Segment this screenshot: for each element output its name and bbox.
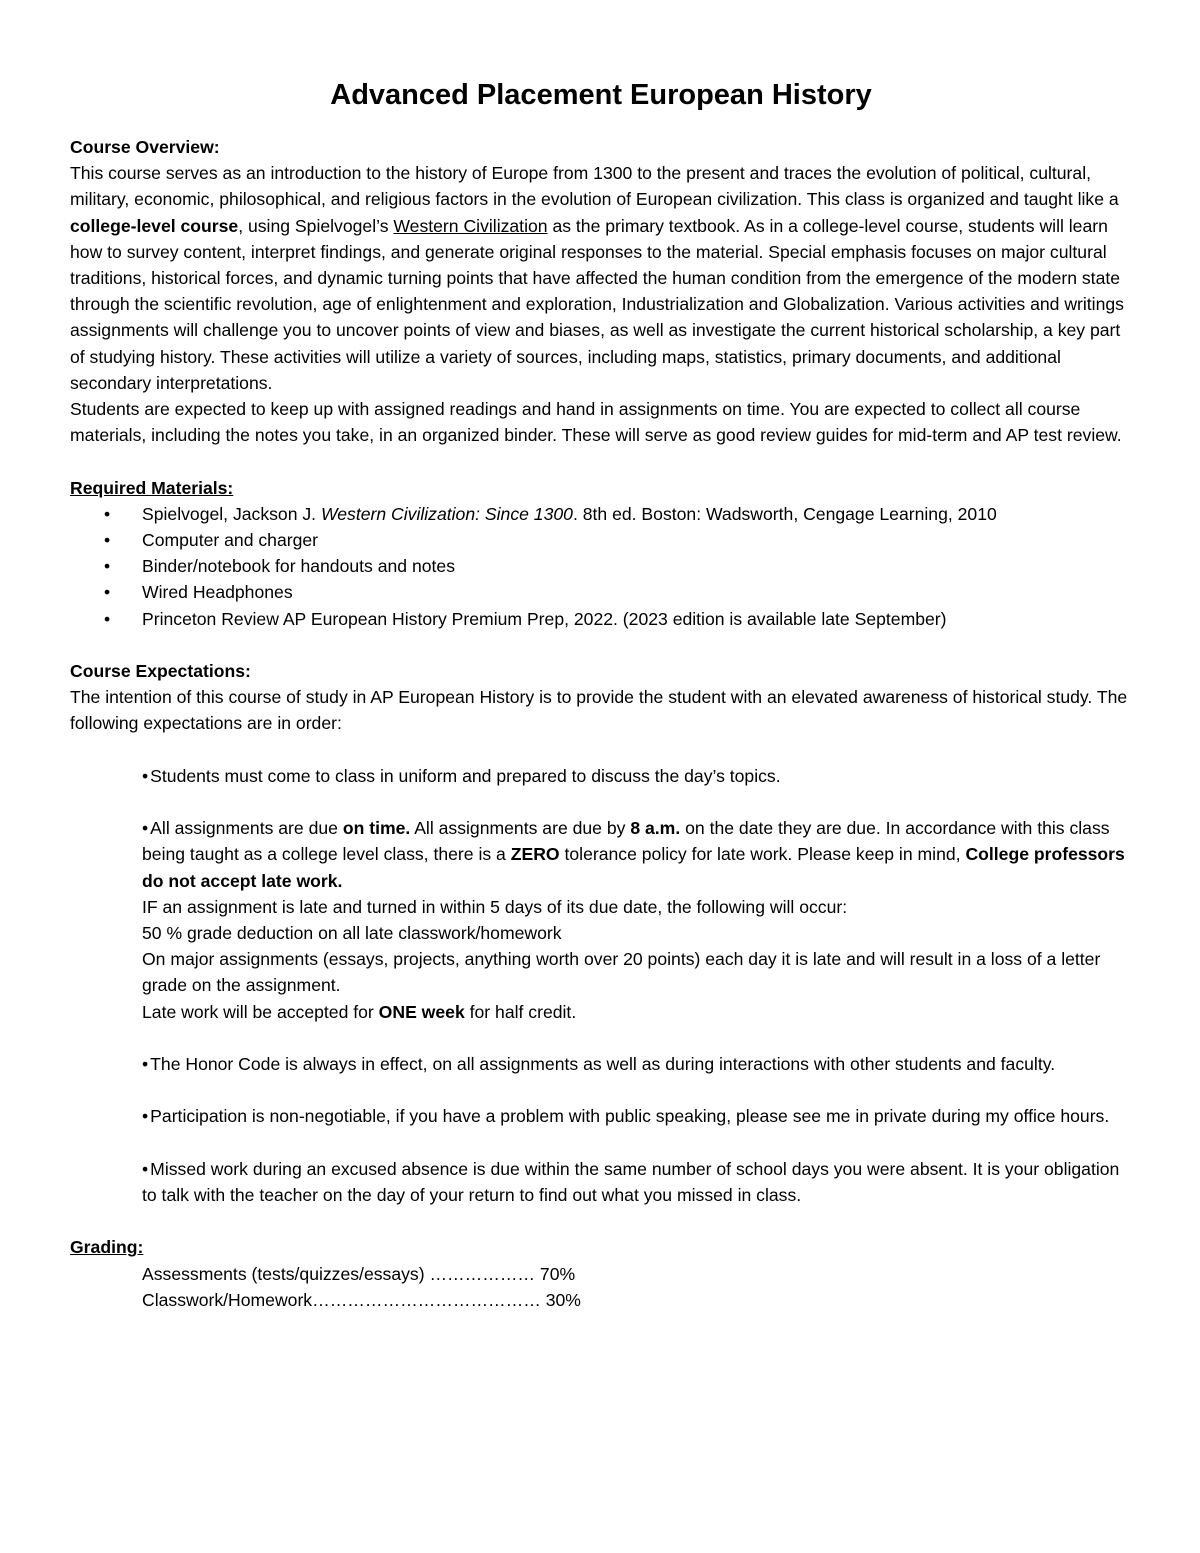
document-page [70, 76, 1132, 1313]
item-text: Binder/notebook for handouts and notes [142, 556, 456, 577]
expectation-item [70, 1051, 1132, 1077]
bullet-icon: • [104, 556, 111, 577]
emphasis-text: on time. [342, 818, 411, 839]
expectations-heading: Course Expectations: [70, 661, 251, 682]
late-rule-line [142, 999, 1132, 1025]
item-text: Wired Headphones [142, 582, 293, 603]
item-text: . 8th ed. Boston: Wadsworth, Cengage Learning, 2010 [572, 503, 997, 524]
expectation-text: All assignments are due [150, 818, 343, 839]
expectation-text: tolerance policy for late work. Please keep in mind, [559, 844, 966, 865]
bullet-icon: • [104, 608, 111, 629]
materials-heading: Required Materials: [70, 477, 234, 498]
overview-text: This course serves as an introduction to the history of Europe from 1300 to the present and traces the evolution of political, cultural, military, economic, philosophical, and religious factors in the evolution of European civilization. This class is organized and taught like a [70, 163, 1119, 210]
list-item [70, 579, 1132, 605]
expectation-text: Late work will be accepted for [142, 1001, 379, 1022]
expectation-item [70, 763, 1132, 789]
textbook-title: Western Civilization [393, 215, 548, 236]
expectation-item [70, 815, 1132, 1025]
overview-text: as the primary textbook. As in a college-level course, students will learn how to survey content, interpret findings, and generate original responses to the material. Special emphasis focuses on major cultural traditions, historical forces, and dynamic turning points that have affected the human condition from the emergence of the modern state through the scientific revolution, age of enlightenment and exploration, Industrialization and Globalization. Various activities and writings assignments will challenge you to uncover points of view and biases, as well as investigate the current historical scholarship, a key part of studying history. These activities will utilize a variety of sources, including maps, statistics, primary documents, and additional secondary interpretations. [70, 215, 1124, 393]
grading-row-assessments: Assessments (tests/quizzes/essays) ……………… 70% [142, 1263, 576, 1284]
item-text: Computer and charger [142, 530, 319, 551]
overview-bold-text: college-level course [70, 215, 239, 236]
list-item [70, 606, 1132, 632]
overview-heading: Course Overview: [70, 137, 220, 157]
expectation-text: Students must come to class in uniform and prepared to discuss the day’s topics. [150, 765, 781, 786]
expectation-text: Missed work during an excused absence is due within the same number of school days you were absent. It is your obligation to talk with the teacher on the day of your return to find out what you missed in class. [142, 1158, 1120, 1206]
grading-heading: Grading: [70, 1237, 144, 1258]
expectation-text: All assignments are due by [410, 818, 631, 839]
emphasis-text: College professors do not accept late work. [142, 844, 1125, 891]
bullet-icon: • [142, 1054, 149, 1075]
late-rule-line: On major assignments (essays, projects, anything worth over 20 points) each day it is late and will result in a loss of a letter grade on the assignment. [142, 949, 1101, 996]
bullet-icon: • [142, 1158, 149, 1179]
bullet-icon: • [104, 582, 111, 603]
materials-list [70, 501, 1132, 632]
emphasis-text: ZERO [510, 844, 560, 865]
bullet-icon: • [142, 765, 149, 786]
late-work-policy [142, 815, 1132, 894]
overview-paragraph-1 [70, 160, 1132, 396]
bullet-icon: • [142, 818, 149, 839]
expectation-item [70, 1103, 1132, 1129]
list-item [70, 553, 1132, 579]
late-rule-line: IF an assignment is late and turned in within 5 days of its due date, the following will occur: [142, 896, 848, 917]
bullet-icon: • [104, 503, 111, 524]
emphasis-text: 8 a.m. [630, 818, 681, 839]
book-title: Western Civilization: Since 1300 [320, 503, 573, 524]
late-rule-line: 50 % grade deduction on all late classwork/homework [142, 923, 562, 944]
bullet-icon: • [104, 530, 111, 551]
item-text: Spielvogel, Jackson J. [142, 503, 321, 524]
list-item [70, 501, 1132, 527]
expectation-text: The Honor Code is always in effect, on all assignments as well as during interactions with other students and faculty. [150, 1054, 1056, 1075]
expectation-item [70, 1156, 1132, 1208]
page-title: Advanced Placement European History [330, 79, 872, 111]
expectation-text: for half credit. [464, 1001, 577, 1022]
grading-row-classwork: Classwork/Homework………………………………… 30% [142, 1289, 581, 1310]
emphasis-text: ONE week [378, 1001, 465, 1022]
list-item [70, 527, 1132, 553]
bullet-icon: • [142, 1106, 149, 1127]
overview-text: , using Spielvogel’s [238, 215, 394, 236]
overview-paragraph-2: Students are expected to keep up with assigned readings and hand in assignments on time. You are expected to collect all course materials, including the notes you take, in an organized binder. These will serve as good review guides for mid-term and AP test review. [70, 399, 1122, 446]
expectations-intro: The intention of this course of study in AP European History is to provide the student with an elevated awareness of historical study. The following expectations are in order: [70, 687, 1128, 734]
expectation-text: on the date they are due. In accordance with this class being taught as a college level class, there is a [142, 818, 1110, 865]
item-text: Princeton Review AP European History Premium Prep, 2022. (2023 edition is available late September) [142, 608, 947, 629]
expectation-text: Participation is non-negotiable, if you have a problem with public speaking, please see me in private during my office hours. [150, 1106, 1110, 1127]
